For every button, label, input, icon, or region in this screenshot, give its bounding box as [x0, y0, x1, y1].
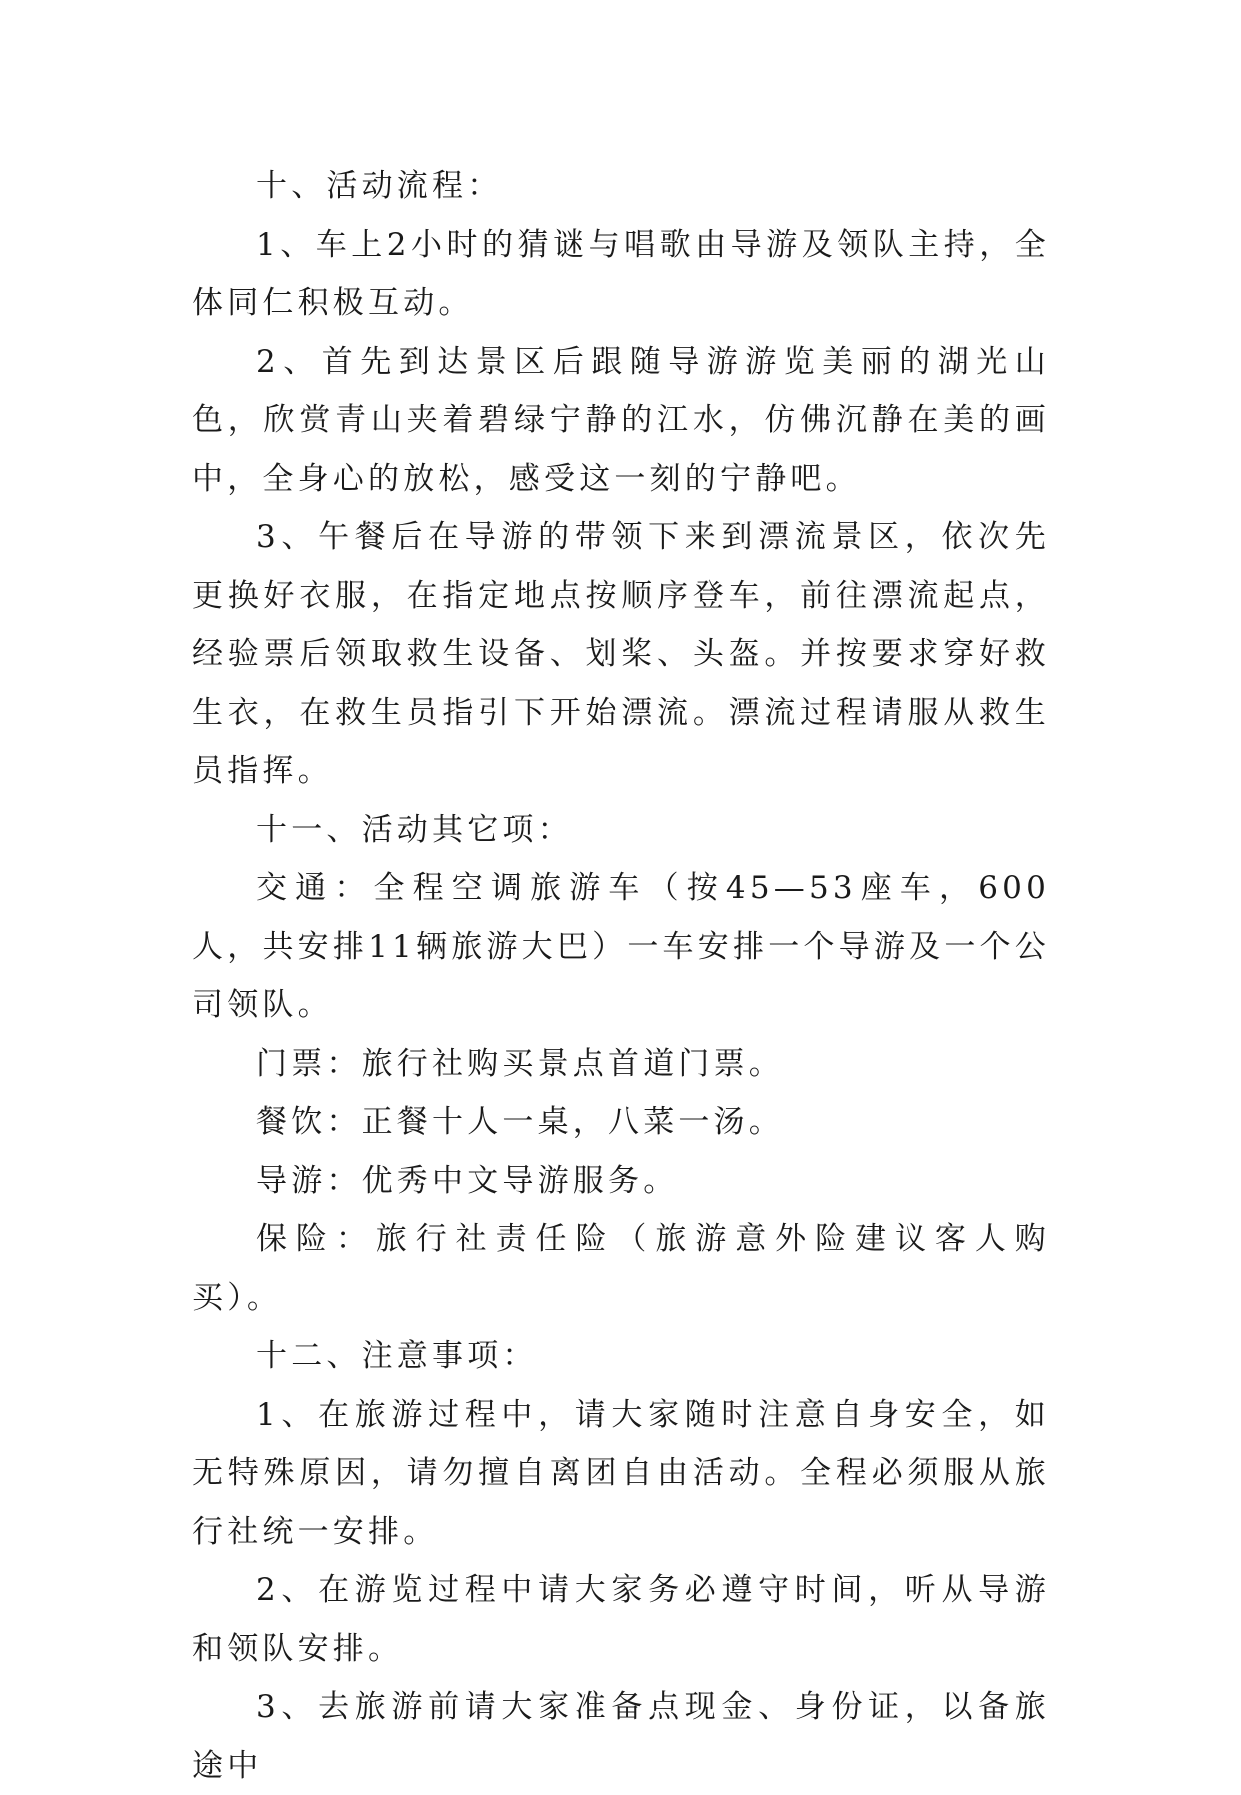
section-heading-activity-flow: 十、活动流程： [256, 168, 503, 204]
document-body [192, 157, 1050, 1795]
paragraph-dining: 餐饮：正餐十人一桌，八菜一汤。 [256, 1104, 784, 1140]
paragraph-flow-item-1: 1、车上2小时的猜谜与唱歌由导游及领队主持，全体同仁积极互动。 [192, 226, 1050, 321]
paragraph-insurance: 保险：旅行社责任险（旅游意外险建议客人购买）。 [192, 1221, 1050, 1316]
section-heading-notes: 十二、注意事项： [256, 1338, 538, 1374]
paragraph-note-2: 2、在游览过程中请大家务必遵守时间，听从导游和领队安排。 [192, 1572, 1050, 1667]
paragraph-tickets: 门票：旅行社购买景点首道门票。 [256, 1045, 784, 1082]
paragraph-flow-item-3: 3、午餐后在导游的带领下来到漂流景区，依次先更换好衣服，在指定地点按顺序登车，前往漂流起点，经验票后领取救生设备、划桨、头盔。并按要求穿好救生衣，在救生员指引下开始漂流。漂流过程请服从救生员指挥。 [192, 519, 1050, 789]
paragraph-note-3: 3、去旅游前请大家准备点现金、身份证，以备旅途中 [192, 1689, 1050, 1784]
section-heading-other-items: 十一、活动其它项： [256, 811, 573, 848]
paragraph-flow-item-2: 2、首先到达景区后跟随导游游览美丽的湖光山色，欣赏青山夹着碧绿宁静的江水，仿佛沉静在美的画中，全身心的放松，感受这一刻的宁静吧。 [192, 343, 1050, 497]
paragraph-guide: 导游：优秀中文导游服务。 [256, 1162, 679, 1199]
paragraph-transport: 交通：全程空调旅游车（按45—53座车，600人，共安排11辆旅游大巴）一车安排一个导游及一个公司领队。 [192, 870, 1050, 1023]
paragraph-note-1: 1、在旅游过程中，请大家随时注意自身安全，如无特殊原因，请勿擅自离团自由活动。全程必须服从旅行社统一安排。 [192, 1396, 1050, 1550]
